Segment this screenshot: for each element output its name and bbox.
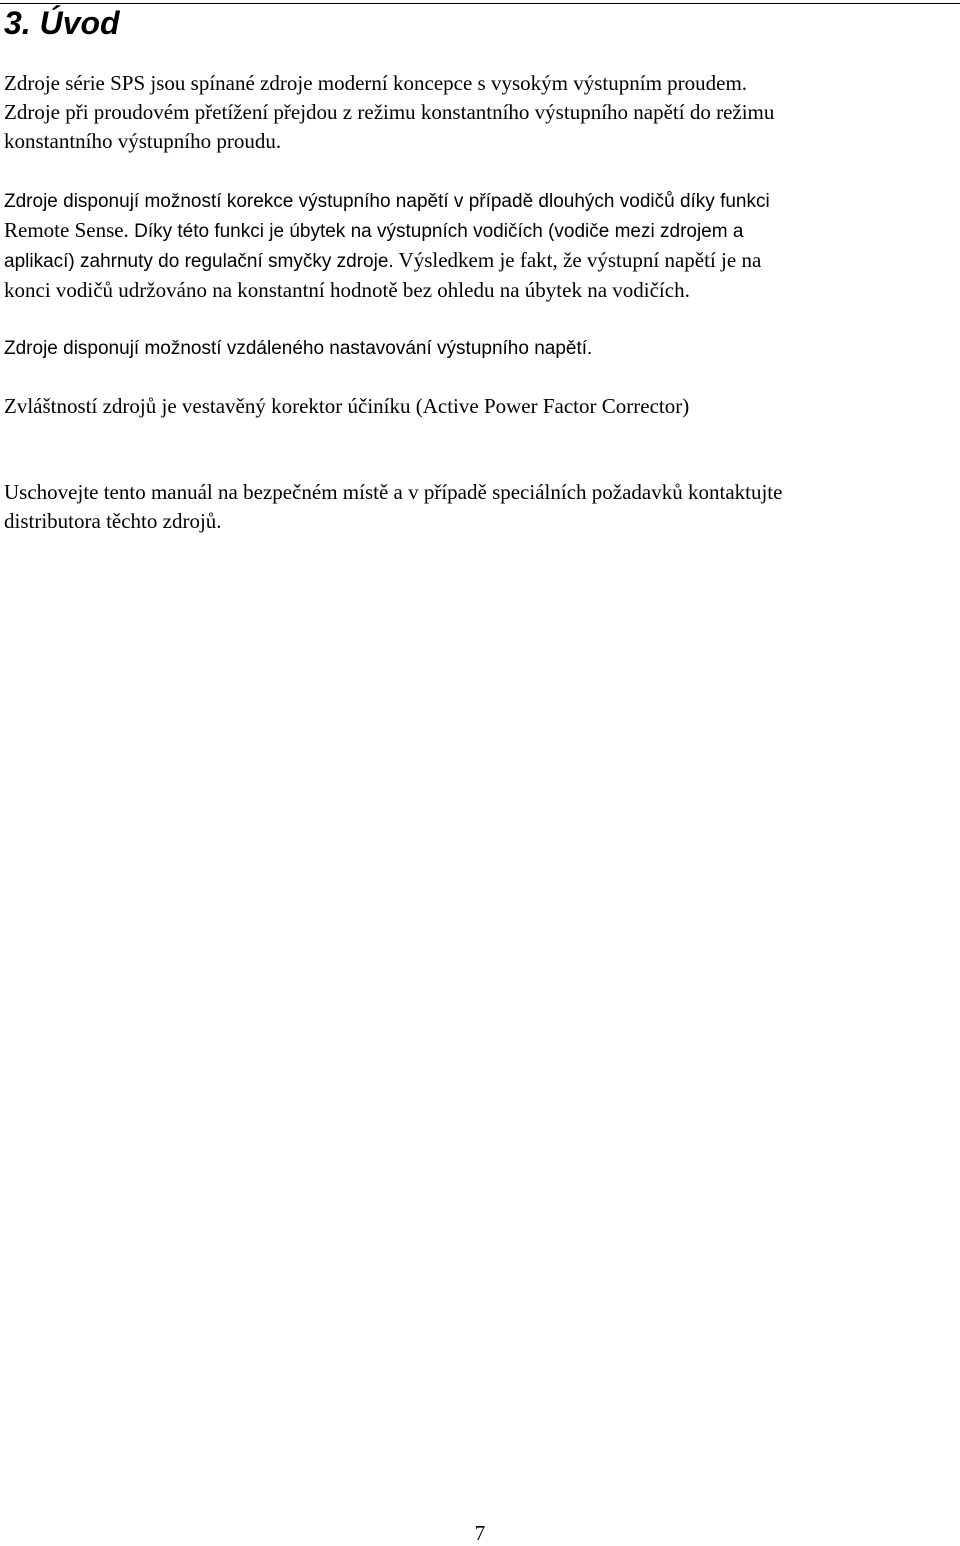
remote-sense-line-2 [4,216,954,246]
manual-paragraph [4,478,954,536]
intro-line-1: Zdroje série SPS jsou spínané zdroje moderní koncepce s vysokým výstupním proudem. [4,71,748,95]
remote-sense-line-3-start: aplikací) zahrnuty do regulační smyčky zdroje. [4,251,394,272]
pfc-paragraph [4,392,954,421]
section-heading: 3. Úvod [4,5,120,41]
page-number: 7 [474,1521,486,1545]
manual-line-1: Uschovejte tento manuál na bezpečném místě a v případě speciálních požadavků kontaktujte [4,480,783,504]
remote-adjust-line: Zdroje disponují možností vzdáleného nastavování výstupního napětí. [4,338,593,359]
header-rule [0,3,960,4]
remote-adjust-paragraph [4,334,954,363]
remote-sense-line-3 [4,246,954,276]
remote-sense-line-4: konci vodičů udržováno na konstantní hodnotě bez ohledu na úbytek na vodičích. [4,278,690,302]
remote-sense-paragraph [4,187,954,305]
remote-sense-line-3-rest: Výsledkem je fakt, že výstupní napětí je na [393,248,762,272]
manual-line-2: distributora těchto zdrojů. [4,509,222,533]
remote-sense-line-2-rest: Díky této funkci je úbytek na výstupních vodičích (vodiče mezi zdrojem a [128,221,744,242]
remote-sense-line-1: Zdroje disponují možností korekce výstupního napětí v případě dlouhých vodičů díky funkci [4,191,770,212]
intro-paragraph [4,69,954,156]
intro-line-3: konstantního výstupního proudu. [4,129,282,153]
intro-line-2: Zdroje při proudovém přetížení přejdou z režimu konstantního výstupního napětí do režimu [4,100,775,124]
pfc-line: Zvláštností zdrojů je vestavěný korektor účiníku (Active Power Factor Corrector) [4,394,690,418]
remote-sense-term: Remote Sense. [4,218,129,242]
